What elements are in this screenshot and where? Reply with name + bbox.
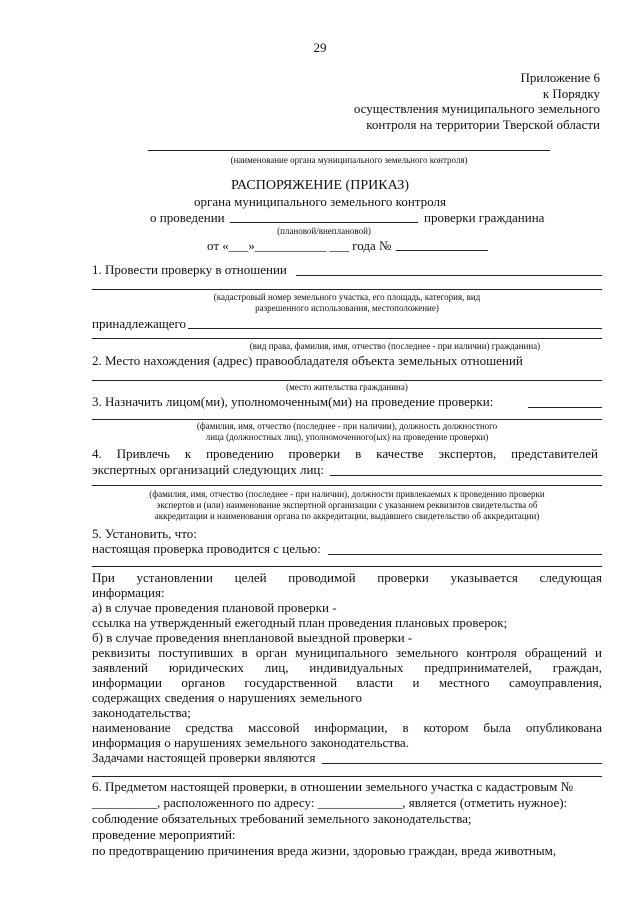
item5-paragraph: ссылка на утвержденный ежегодный план проведения плановых проверок; — [92, 615, 508, 630]
item5-tasks-line2 — [92, 776, 602, 777]
item5-paragraph: При установлении целей проводимой проверки указывается следующая — [92, 570, 602, 585]
date-line: от «___»___________ ___ года № — [207, 238, 392, 253]
appendix-line: контроля на территории Тверской области — [366, 117, 600, 132]
item4-caption: экспертов и (или) наименование экспертной организации с указанием реквизитов свидетельства об — [156, 500, 538, 510]
item2-caption: (место жительства гражданина) — [286, 382, 408, 392]
item5-paragraph: информация о нарушениях земельного законодательства. — [92, 735, 409, 750]
item1-line — [296, 275, 602, 276]
item4-line: экспертных организаций следующих лиц: — [92, 462, 324, 477]
item3-caption: лица (должностных лиц), уполномоченного(ых) на проведение проверки) — [205, 432, 489, 442]
item5-tasks-line — [322, 763, 602, 764]
item1-owner-caption: (вид права, фамилия, имя, отчество (последнее - при наличии) гражданина) — [249, 341, 541, 351]
item3-line — [528, 407, 602, 408]
item5-tasks: Задачами настоящей проверки являются — [92, 750, 316, 765]
item5-paragraph: б) в случае проведения внеплановой выездной проверки - — [92, 630, 413, 645]
item4-line: 4. Привлечь к проведению проверки в качестве экспертов, представителей — [92, 446, 598, 461]
item2-line — [92, 380, 602, 381]
item1-text: 1. Провести проверку в отношении — [92, 262, 287, 277]
document-subtitle: органа муниципального земельного контроля — [194, 194, 446, 209]
item3-text: 3. Назначить лицом(ми), уполномоченным(ми) на проведение проверки: — [92, 394, 494, 409]
item1-caption: (кадастровый номер земельного участка, его площадь, категория, вид — [213, 292, 481, 302]
item5-line: 5. Установить, что: — [92, 526, 197, 541]
item6-line: __________, расположенного по адресу: _____________, является (отметить нужное): — [92, 795, 568, 810]
item5-paragraph: реквизиты поступивших в орган муниципального земельного контроля обращений и — [92, 645, 602, 660]
page-number: 29 — [313, 40, 327, 55]
order-number-line — [396, 250, 488, 251]
appendix-line: Приложение 6 — [520, 70, 600, 85]
inspection-type-line — [230, 222, 418, 223]
inspection-type-caption: (плановой/внеплановой) — [277, 226, 371, 236]
item1-owner-line2 — [92, 338, 602, 339]
item4-line2 — [92, 485, 602, 486]
item6-line: проведение мероприятий: — [92, 827, 236, 842]
item3-line2 — [92, 419, 602, 420]
item4-line-fill — [330, 475, 602, 476]
item1-owner-line — [188, 328, 602, 329]
organ-name-line — [148, 150, 550, 151]
appendix-line: к Порядку — [542, 86, 600, 101]
document-title: РАСПОРЯЖЕНИЕ (ПРИКАЗ) — [230, 178, 410, 193]
item5-line: настоящая проверка проводится с целью: — [92, 541, 321, 556]
item4-caption: (фамилия, имя, отчество (последнее - при наличии), должности привлекаемых к проведению проверки — [149, 489, 545, 499]
item1-belongs: принадлежащего — [92, 316, 187, 331]
item1-line2 — [92, 289, 602, 290]
item2-text: 2. Место нахождения (адрес) правообладателя объекта земельных отношений — [92, 353, 523, 368]
item5-purpose-line2 — [92, 566, 602, 567]
item6-line: соблюдение обязательных требований земельного законодательства; — [92, 811, 472, 826]
item5-paragraph: содержащих сведения о нарушениях земельного — [92, 690, 362, 705]
item6-line: 6. Предметом настоящей проверки, в отношении земельного участка с кадастровым № — [92, 779, 573, 794]
item6-line: по предотвращению причинения вреда жизни, здоровью граждан, вреда животным, — [92, 843, 557, 858]
item3-caption: (фамилия, имя, отчество (последнее - при наличии), должность должностного — [196, 421, 498, 431]
item5-paragraph: информации органов государственной власти и местного самоуправления, — [92, 675, 602, 690]
about-left: о проведении — [150, 210, 225, 225]
item5-paragraph: заявлений юридических лиц, индивидуальных предпринимателей, граждан, — [92, 660, 602, 675]
item4-caption: аккредитации и наименования органа по аккредитации, выдавшего свидетельство об аккредитации) — [154, 511, 540, 521]
item1-caption: разрешенного использования, местоположение) — [255, 303, 439, 313]
about-right: проверки гражданина — [424, 210, 545, 225]
item5-paragraph: законодательства; — [92, 705, 191, 720]
appendix-line: осуществления муниципального земельного — [353, 101, 600, 116]
item5-paragraph: информация: — [92, 585, 165, 600]
organ-caption: (наименование органа муниципального земельного контроля) — [230, 155, 468, 165]
item5-paragraph: наименование средства массовой информации, в котором была опубликована — [92, 720, 602, 735]
item5-paragraph: а) в случае проведения плановой проверки - — [92, 600, 337, 615]
item5-purpose-line — [328, 554, 602, 555]
